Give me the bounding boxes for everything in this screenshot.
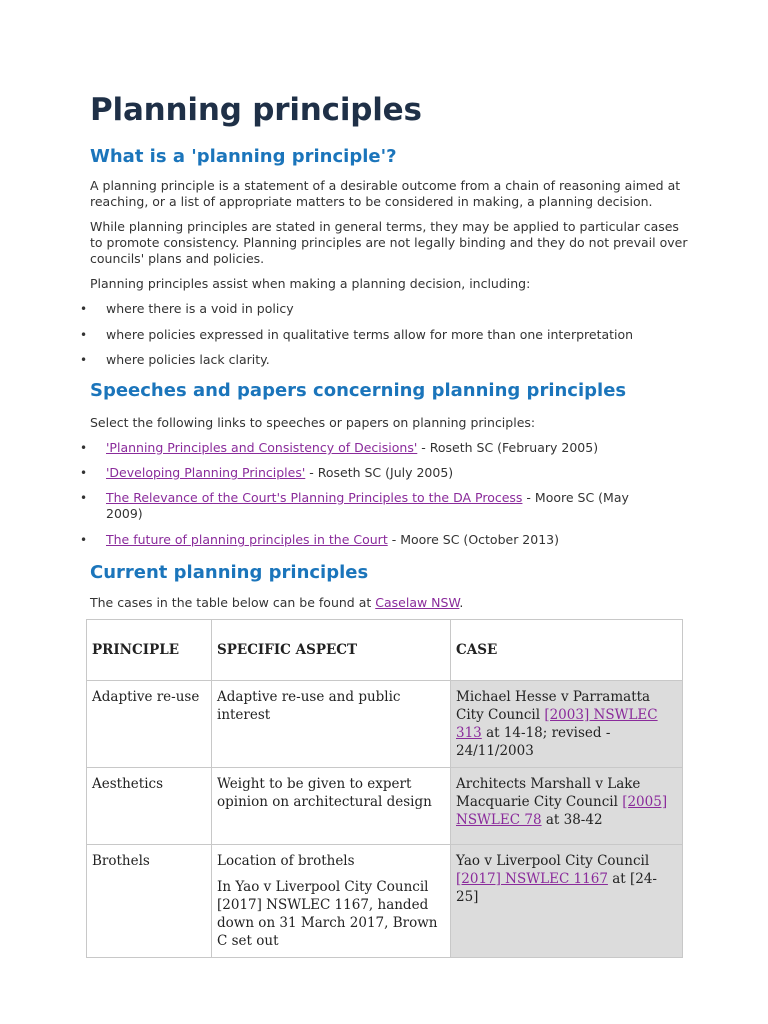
list-item-text: where policies expressed in qualitative terms allow for more than one interpretation — [106, 327, 634, 342]
aspect-cell: Weight to be given to expert opinion on architectural design — [212, 768, 451, 845]
principle-cell: Aesthetics — [87, 768, 212, 845]
list-item-text: where policies lack clarity. — [106, 352, 270, 367]
case-pinpoint: at [24-25] — [456, 871, 657, 905]
case-text: Architects Marshall v Lake Macquarie City Council — [456, 776, 641, 810]
bullet-icon: • — [80, 491, 88, 505]
speech-source-4: - Moore SC (October 2013) — [387, 532, 559, 547]
bullet-icon: • — [80, 441, 88, 455]
aspect-cell: Adaptive re-use and public interest — [212, 681, 451, 768]
what-heading: What is a 'planning principle'? — [90, 146, 397, 167]
bullet-icon: • — [80, 533, 88, 547]
speech-link-3[interactable]: The Relevance of the Court's Planning Principles to the DA Process — [106, 490, 523, 505]
case-pinpoint: at 38-42 — [541, 812, 603, 828]
principles-table — [86, 619, 683, 958]
case-link[interactable]: [2017] NSWLEC 1167 — [456, 871, 608, 887]
speech-link-4[interactable]: The future of planning principles in the Court — [106, 532, 388, 547]
current-intro-text: The cases in the table below can be found at — [90, 595, 376, 610]
case-text: Michael Hesse v Parramatta City Council — [456, 689, 651, 723]
principle-cell: Brothels — [87, 845, 212, 958]
what-paragraph-3: Planning principles assist when making a planning decision, including: — [90, 276, 531, 291]
table-header-row — [87, 620, 683, 681]
aspect-cell — [212, 845, 451, 958]
caselaw-nsw-link[interactable]: Caselaw NSW — [375, 595, 460, 610]
case-cell — [451, 768, 683, 845]
speeches-heading: Speeches and papers concerning planning principles — [90, 380, 627, 401]
table-row — [87, 681, 683, 768]
bullet-icon: • — [80, 466, 88, 480]
principle-cell: Adaptive re-use — [87, 681, 212, 768]
header-specific-aspect: SPECIFIC ASPECT — [212, 620, 451, 681]
header-principle: PRINCIPLE — [87, 620, 212, 681]
what-paragraph-2: While planning principles are stated in general terms, they may be applied to particular cases to promote consistency. Planning principles are not legally binding and they do not prevail over councils' plans and policies. — [90, 219, 688, 266]
aspect-detail: In Yao v Liverpool City Council [2017] NSWLEC 1167, handed down on 31 March 2017, Brown C set out — [217, 879, 438, 949]
current-intro-end: . — [459, 595, 464, 610]
header-case: CASE — [451, 620, 683, 681]
case-cell — [451, 845, 683, 958]
speech-link-2[interactable]: 'Developing Planning Principles' — [106, 465, 306, 480]
case-link[interactable]: [2003] NSWLEC 313 — [456, 707, 658, 741]
current-intro — [90, 595, 690, 611]
speech-source-2: - Roseth SC (July 2005) — [305, 465, 454, 480]
list-item-text: where there is a void in policy — [106, 301, 294, 316]
aspect-text: Location of brothels — [217, 853, 355, 869]
case-pinpoint: at 14-18; revised - 24/11/2003 — [456, 725, 611, 759]
speech-source-3: - Moore SC (May 2009) — [106, 490, 629, 521]
case-cell — [451, 681, 683, 768]
bullet-icon: • — [80, 302, 88, 316]
speech-link-1[interactable]: 'Planning Principles and Consistency of Decisions' — [106, 440, 418, 455]
table-row — [87, 845, 683, 958]
page-title: Planning principles — [90, 92, 422, 128]
case-link[interactable]: [2005] NSWLEC 78 — [456, 794, 668, 828]
table-row — [87, 768, 683, 845]
speeches-intro: Select the following links to speeches or papers on planning principles: — [90, 415, 536, 430]
what-paragraph-1: A planning principle is a statement of a desirable outcome from a chain of reasoning aimed at reaching, or a list of appropriate matters to be considered in making, a planning decision. — [90, 178, 681, 209]
bullet-icon: • — [80, 328, 88, 342]
current-heading: Current planning principles — [90, 562, 369, 583]
bullet-icon: • — [80, 353, 88, 367]
case-text: Yao v Liverpool City Council — [456, 853, 650, 869]
speech-source-1: - Roseth SC (February 2005) — [417, 440, 599, 455]
